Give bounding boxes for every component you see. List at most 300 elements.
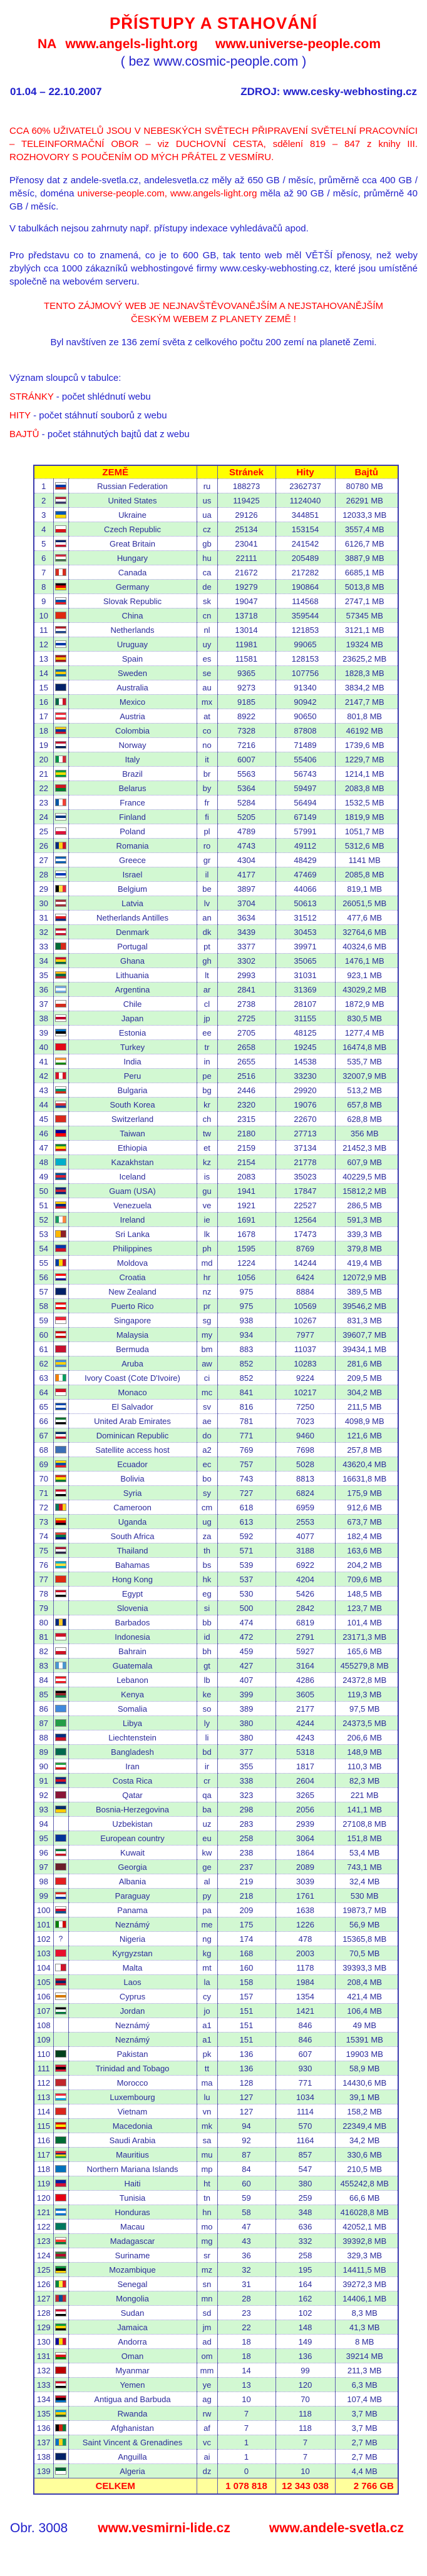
bytes-value: 70,5 MB <box>335 1946 398 1961</box>
rank-cell: 7 <box>34 565 53 580</box>
table-row <box>34 1141 398 1155</box>
hits-value: 31155 <box>275 1011 335 1026</box>
bytes-value: 175,9 MB <box>335 1486 398 1500</box>
country-name: Bahamas <box>68 1558 197 1572</box>
hits-value: 49112 <box>275 839 335 853</box>
country-code: md <box>197 1256 217 1270</box>
flag-cell <box>53 2047 68 2061</box>
flag-icon <box>55 871 66 878</box>
rank-cell: 129 <box>34 2320 53 2335</box>
pages-value: 975 <box>217 1285 275 1299</box>
pages-value: 1056 <box>217 1270 275 1285</box>
table-row <box>34 997 398 1011</box>
bytes-value: 210,5 MB <box>335 2162 398 2176</box>
table-row <box>34 2148 398 2162</box>
pages-value: 7 <box>217 2421 275 2435</box>
bytes-value: 121,6 MB <box>335 1428 398 1443</box>
table-row <box>34 565 398 580</box>
rank-cell: 35 <box>34 968 53 982</box>
pages-value: 2320 <box>217 1098 275 1112</box>
hits-value: 2939 <box>275 1817 335 1831</box>
bytes-value: 106,4 MB <box>335 2004 398 2018</box>
flag-icon <box>55 1532 66 1540</box>
country-name: Finland <box>68 810 197 824</box>
country-code: it <box>197 752 217 767</box>
footer-link-vesmirni-lide[interactable]: www.vesmirni-lide.cz <box>98 2521 230 2535</box>
bytes-value: 43620,4 MB <box>335 1457 398 1472</box>
table-row <box>34 1730 398 1745</box>
flag-cell <box>53 1241 68 1256</box>
table-row <box>34 767 398 781</box>
country-code: ar <box>197 982 217 997</box>
rank-cell: 39 <box>34 1026 53 1040</box>
country-name: Afghanistan <box>68 2421 197 2435</box>
flag-icon <box>55 727 66 734</box>
bytes-value: 1051,7 MB <box>335 824 398 839</box>
rank-cell: 85 <box>34 1687 53 1702</box>
bytes-value: 107,4 MB <box>335 2392 398 2407</box>
bytes-value: 23171,3 MB <box>335 1630 398 1644</box>
rank-cell: 52 <box>34 1213 53 1227</box>
pages-value: 7 <box>217 2407 275 2421</box>
country-code: jp <box>197 1011 217 1026</box>
hits-value: 7 <box>275 2435 335 2450</box>
bytes-value: 607,9 MB <box>335 1155 398 1169</box>
country-name: Pakistan <box>68 2047 197 2061</box>
bytes-value: 14411,5 MB <box>335 2263 398 2277</box>
country-name: Cyprus <box>68 1989 197 2004</box>
bytes-value: 15365,8 MB <box>335 1932 398 1946</box>
table-row <box>34 1831 398 1846</box>
hits-value: 3188 <box>275 1543 335 1558</box>
rank-cell: 132 <box>34 2363 53 2378</box>
bytes-value: 513,2 MB <box>335 1083 398 1098</box>
flag-icon <box>55 525 66 533</box>
hits-value: 7977 <box>275 1328 335 1342</box>
domain-link-angels-light[interactable]: www.angels-light.org <box>65 37 198 51</box>
legend-desc: - počet shlédnutí webu <box>53 391 151 402</box>
flag-cell <box>53 637 68 652</box>
flag-cell <box>53 695 68 709</box>
country-name: Ghana <box>68 954 197 968</box>
pages-value: 160 <box>217 1961 275 1975</box>
bytes-value: 39607,7 MB <box>335 1328 398 1342</box>
column-header-bytes: Bajtů <box>335 465 398 479</box>
bytes-value: 8 MB <box>335 2335 398 2349</box>
bytes-value: 1872,9 MB <box>335 997 398 1011</box>
bytes-value: 304,2 MB <box>335 1385 398 1400</box>
country-name: Iran <box>68 1759 197 1774</box>
flag-icon <box>55 1619 66 1626</box>
country-code: uz <box>197 1817 217 1831</box>
flag-icon <box>55 1000 66 1008</box>
rank-cell: 44 <box>34 1098 53 1112</box>
country-name: Sweden <box>68 666 197 680</box>
page-subtitle <box>0 37 427 52</box>
country-code: a1 <box>197 2033 217 2047</box>
table-row <box>34 1716 398 1730</box>
bytes-value: 2,7 MB <box>335 2450 398 2464</box>
pages-value: 380 <box>217 1730 275 1745</box>
flag-icon <box>55 1403 66 1410</box>
rank-cell: 94 <box>34 1817 53 1831</box>
country-table-body <box>34 465 398 2478</box>
flag-icon <box>55 1043 66 1051</box>
bytes-value: 709,6 MB <box>335 1572 398 1587</box>
table-row <box>34 925 398 939</box>
bytes-value: 209,5 MB <box>335 1371 398 1385</box>
rank-cell: 75 <box>34 1543 53 1558</box>
hits-value: 3039 <box>275 1874 335 1889</box>
bytes-value: 163,6 MB <box>335 1543 398 1558</box>
hits-value: 2177 <box>275 1702 335 1716</box>
flag-cell <box>53 1472 68 1486</box>
country-code: lk <box>197 1227 217 1241</box>
rank-cell: 65 <box>34 1400 53 1414</box>
page-title: PŘÍSTUPY A STAHOVÁNÍ <box>109 14 318 33</box>
pages-value: 757 <box>217 1457 275 1472</box>
rank-cell: 14 <box>34 666 53 680</box>
country-name: Antigua and Barbuda <box>68 2392 197 2407</box>
flag-cell <box>53 1745 68 1759</box>
hits-value: 6424 <box>275 1270 335 1285</box>
rank-cell: 115 <box>34 2119 53 2133</box>
hits-value: 1354 <box>275 1989 335 2004</box>
flag-cell <box>53 2176 68 2191</box>
flag-cell <box>53 1759 68 1774</box>
flag-icon <box>55 971 66 979</box>
pages-value: 237 <box>217 1860 275 1874</box>
table-row <box>34 537 398 551</box>
hits-value: 37134 <box>275 1141 335 1155</box>
pages-value: 407 <box>217 1673 275 1687</box>
flag-icon <box>55 482 66 490</box>
bytes-value: 19873,7 MB <box>335 1903 398 1917</box>
rank-cell: 60 <box>34 1328 53 1342</box>
pages-value: 127 <box>217 2090 275 2104</box>
bytes-value: 32007,9 MB <box>335 1069 398 1083</box>
flag-cell <box>53 1356 68 1371</box>
pages-value: 771 <box>217 1428 275 1443</box>
bytes-value: 819,1 MB <box>335 882 398 896</box>
rank-cell: 23 <box>34 796 53 810</box>
table-row <box>34 2378 398 2392</box>
table-row <box>34 1227 398 1241</box>
bytes-value: 148,5 MB <box>335 1587 398 1601</box>
rank-cell: 82 <box>34 1644 53 1659</box>
bytes-value: 211,3 MB <box>335 2363 398 2378</box>
bytes-value: 535,7 MB <box>335 1054 398 1069</box>
country-code: dz <box>197 2464 217 2478</box>
hits-value: 2604 <box>275 1774 335 1788</box>
flag-cell <box>53 1874 68 1889</box>
rank-cell: 138 <box>34 2450 53 2464</box>
country-code: ro <box>197 839 217 853</box>
flag-cell <box>53 1428 68 1443</box>
rank-cell: 131 <box>34 2349 53 2363</box>
bytes-value: 281,6 MB <box>335 1356 398 1371</box>
table-row <box>34 2047 398 2061</box>
hits-value: 44066 <box>275 882 335 896</box>
flag-cell <box>53 479 68 493</box>
rank-cell: 84 <box>34 1673 53 1687</box>
flag-cell <box>53 551 68 565</box>
flag-cell <box>53 2291 68 2306</box>
footer-link-andele-svetla[interactable]: www.andele-svetla.cz <box>269 2521 404 2535</box>
country-name: Costa Rica <box>68 1774 197 1788</box>
flag-icon <box>55 1719 66 1727</box>
bytes-value: 12072,9 MB <box>335 1270 398 1285</box>
hits-value: 241542 <box>275 537 335 551</box>
table-row <box>34 1400 398 1414</box>
table-row <box>34 1874 398 1889</box>
rank-cell: 17 <box>34 709 53 724</box>
pages-value: 852 <box>217 1371 275 1385</box>
rank-cell: 139 <box>34 2464 53 2478</box>
table-row <box>34 882 398 896</box>
pages-value: 18 <box>217 2349 275 2363</box>
hits-value: 2791 <box>275 1630 335 1644</box>
rank-cell: 83 <box>34 1659 53 1673</box>
hits-value: 2362737 <box>275 479 335 493</box>
hits-value: 30453 <box>275 925 335 939</box>
country-code: mp <box>197 2162 217 2176</box>
flag-cell <box>53 493 68 508</box>
pages-value: 592 <box>217 1529 275 1543</box>
hits-value: 857 <box>275 2148 335 2162</box>
flag-icon <box>55 669 66 677</box>
bytes-value: 39392,8 MB <box>335 2234 398 2248</box>
bytes-value: 39393,3 MB <box>335 1961 398 1975</box>
flag-icon <box>55 1014 66 1022</box>
flag-cell <box>53 2464 68 2478</box>
table-row <box>34 1932 398 1946</box>
flag-icon <box>55 755 66 763</box>
pages-value: 175 <box>217 1917 275 1932</box>
country-code: hk <box>197 1572 217 1587</box>
flag-icon <box>55 914 66 921</box>
country-code: ag <box>197 2392 217 2407</box>
rank-cell: 50 <box>34 1184 53 1198</box>
bytes-value: 6,3 MB <box>335 2378 398 2392</box>
pages-value: 29126 <box>217 508 275 522</box>
hits-value: 118 <box>275 2421 335 2435</box>
hits-value: 120 <box>275 2378 335 2392</box>
country-code: sa <box>197 2133 217 2148</box>
country-code: us <box>197 493 217 508</box>
pages-value: 975 <box>217 1299 275 1313</box>
country-code: eg <box>197 1587 217 1601</box>
bytes-value: 165,6 MB <box>335 1644 398 1659</box>
rank-cell: 77 <box>34 1572 53 1587</box>
hits-value: 71489 <box>275 738 335 752</box>
table-row <box>34 1903 398 1917</box>
bytes-value: 57345 MB <box>335 609 398 623</box>
table-row <box>34 954 398 968</box>
table-row <box>34 580 398 594</box>
pages-value: 1595 <box>217 1241 275 1256</box>
bytes-value: 416028,8 MB <box>335 2205 398 2220</box>
country-code: kg <box>197 1946 217 1961</box>
bytes-value: 2747,1 MB <box>335 594 398 609</box>
table-row <box>34 1543 398 1558</box>
source-link[interactable]: ZDROJ: www.cesky-webhosting.cz <box>240 86 417 98</box>
country-name: Denmark <box>68 925 197 939</box>
hits-value: 2089 <box>275 1860 335 1874</box>
country-code: ve <box>197 1198 217 1213</box>
rank-cell: 128 <box>34 2306 53 2320</box>
rank-cell: 90 <box>34 1759 53 1774</box>
bytes-value: 39214 MB <box>335 2349 398 2363</box>
country-code: cr <box>197 1774 217 1788</box>
total-bytes: 2 766 GB <box>335 2478 398 2495</box>
hits-value: 607 <box>275 2047 335 2061</box>
legend-item-hity <box>0 410 427 421</box>
hits-value: 771 <box>275 2076 335 2090</box>
country-code: bo <box>197 1472 217 1486</box>
country-code: jm <box>197 2320 217 2335</box>
hits-value: 344851 <box>275 508 335 522</box>
bytes-value: 58,9 MB <box>335 2061 398 2076</box>
hits-value: 17847 <box>275 1184 335 1198</box>
flag-cell <box>53 1903 68 1917</box>
rank-cell: 11 <box>34 623 53 637</box>
flag-cell <box>53 1515 68 1529</box>
rank-cell: 89 <box>34 1745 53 1759</box>
country-code: ge <box>197 1860 217 1874</box>
flag-icon <box>55 2453 66 2460</box>
hits-value: 128153 <box>275 652 335 666</box>
flag-icon <box>55 712 66 720</box>
flag-icon <box>55 799 66 806</box>
rank-cell: 69 <box>34 1457 53 1472</box>
table-row <box>34 896 398 911</box>
country-code: fi <box>197 810 217 824</box>
pages-value: 4177 <box>217 867 275 882</box>
rank-cell: 100 <box>34 1903 53 1917</box>
hits-value: 4077 <box>275 1529 335 1543</box>
legend-intro: Význam sloupců v tabulce: <box>9 373 121 383</box>
hits-value: 1864 <box>275 1846 335 1860</box>
table-row <box>34 2205 398 2220</box>
bytes-value: 40229,5 MB <box>335 1169 398 1184</box>
hits-value: 10217 <box>275 1385 335 1400</box>
country-name: Somalia <box>68 1702 197 1716</box>
hits-value: 5318 <box>275 1745 335 1759</box>
table-row <box>34 867 398 882</box>
country-code: nl <box>197 623 217 637</box>
flag-cell <box>53 1126 68 1141</box>
rank-cell: 105 <box>34 1975 53 1989</box>
flag-icon <box>55 1633 66 1640</box>
flag-icon <box>55 1432 66 1439</box>
flag-icon <box>55 2165 66 2173</box>
pages-value: 1678 <box>217 1227 275 1241</box>
flag-icon <box>55 2424 66 2432</box>
flag-icon <box>55 2208 66 2216</box>
country-code: ua <box>197 508 217 522</box>
table-row <box>34 2464 398 2478</box>
table-row <box>34 2076 398 2090</box>
rank-cell: 107 <box>34 2004 53 2018</box>
flag-icon <box>55 1762 66 1770</box>
bytes-value: 419,4 MB <box>335 1256 398 1270</box>
bytes-value: 22349,4 MB <box>335 2119 398 2133</box>
bytes-value: 912,6 MB <box>335 1500 398 1515</box>
pages-value: 618 <box>217 1500 275 1515</box>
country-code: au <box>197 680 217 695</box>
flag-icon <box>55 1460 66 1468</box>
rank-cell: 110 <box>34 2047 53 2061</box>
rank-cell: 6 <box>34 551 53 565</box>
country-code: br <box>197 767 217 781</box>
rank-cell: 57 <box>34 1285 53 1299</box>
hits-value: 3265 <box>275 1788 335 1802</box>
bytes-value: 14430,6 MB <box>335 2076 398 2090</box>
rank-cell: 93 <box>34 1802 53 1817</box>
flag-icon <box>55 2381 66 2388</box>
flag-icon <box>55 2237 66 2245</box>
pages-value: 59 <box>217 2191 275 2205</box>
flag-icon <box>55 2395 66 2403</box>
flag-cell <box>53 709 68 724</box>
country-code: gr <box>197 853 217 867</box>
rank-cell: 136 <box>34 2421 53 2435</box>
pages-value: 530 <box>217 1587 275 1601</box>
flag-cell <box>53 1026 68 1040</box>
country-code: cz <box>197 522 217 537</box>
country-code: mz <box>197 2263 217 2277</box>
flag-cell <box>53 2392 68 2407</box>
table-row <box>34 709 398 724</box>
rank-cell: 66 <box>34 1414 53 1428</box>
country-name: Russian Federation <box>68 479 197 493</box>
rank-cell: 33 <box>34 939 53 954</box>
country-code: ie <box>197 1213 217 1227</box>
domain-link-universe-people[interactable]: www.universe-people.com <box>215 37 381 51</box>
flag-cell <box>53 1558 68 1572</box>
country-code: do <box>197 1428 217 1443</box>
bytes-value: 119,3 MB <box>335 1687 398 1702</box>
hits-value: 1178 <box>275 1961 335 1975</box>
country-name: Turkey <box>68 1040 197 1054</box>
country-name: Monaco <box>68 1385 197 1400</box>
flag-icon <box>55 1230 66 1238</box>
rank-cell: 38 <box>34 1011 53 1026</box>
hits-value: 14538 <box>275 1054 335 1069</box>
table-row <box>34 2407 398 2421</box>
country-name: Satellite access host <box>68 1443 197 1457</box>
rank-cell: 67 <box>34 1428 53 1443</box>
flag-icon <box>55 942 66 950</box>
hits-value: 9460 <box>275 1428 335 1443</box>
bytes-value: 14406,1 MB <box>335 2291 398 2306</box>
bytes-value: 455279,8 MB <box>335 1659 398 1673</box>
flag-cell <box>53 1846 68 1860</box>
bytes-value: 221 MB <box>335 1788 398 1802</box>
flag-cell <box>53 1083 68 1098</box>
pages-value: 58 <box>217 2205 275 2220</box>
flag-icon <box>55 1273 66 1281</box>
country-name: China <box>68 609 197 623</box>
hits-value: 3064 <box>275 1831 335 1846</box>
hits-value: 48429 <box>275 853 335 867</box>
hits-value: 478 <box>275 1932 335 1946</box>
bytes-value: 24373,5 MB <box>335 1716 398 1730</box>
rank-cell: 24 <box>34 810 53 824</box>
flag-icon <box>55 784 66 792</box>
pages-value: 852 <box>217 1356 275 1371</box>
